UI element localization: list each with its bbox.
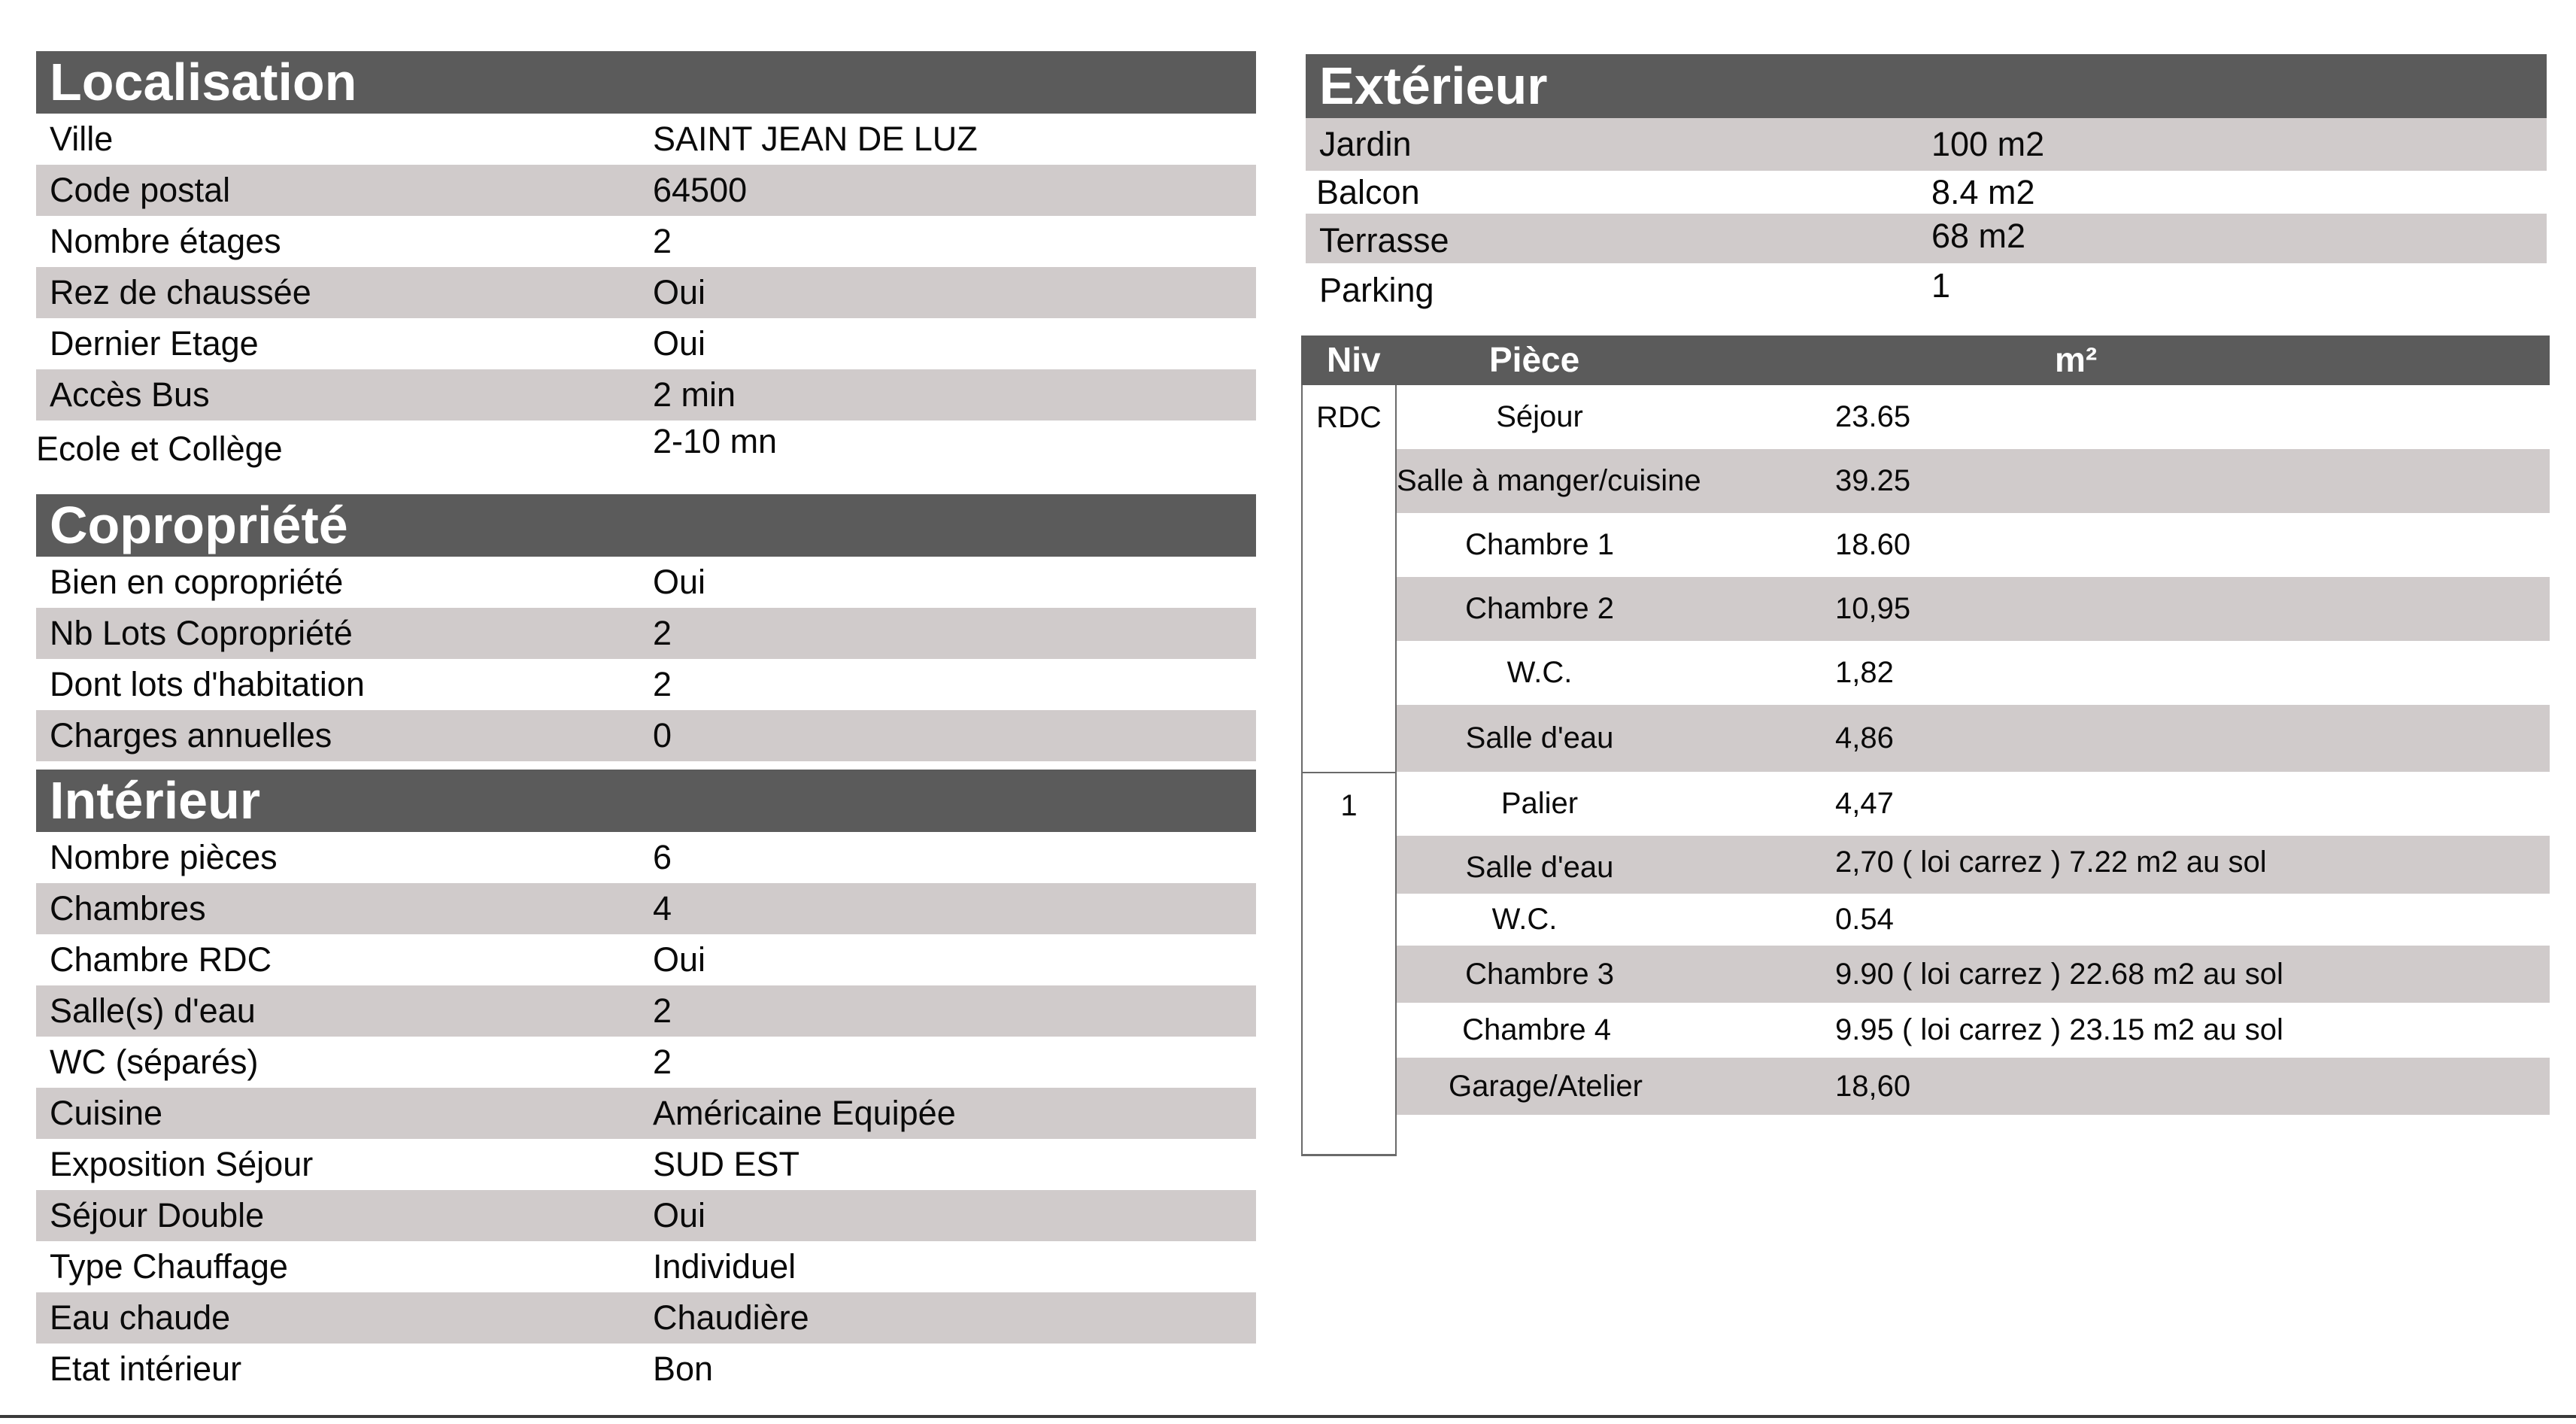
table-row [36, 1190, 1256, 1241]
row-label: Chambres [50, 889, 206, 928]
copropriete-table [36, 557, 1256, 761]
room-name: Chambre 3 [1465, 958, 1614, 991]
table-row [36, 267, 1256, 318]
row-value: SUD EST [653, 1145, 800, 1183]
row-label: Cuisine [50, 1094, 163, 1132]
table-row [36, 1139, 1256, 1190]
table-row [1306, 263, 2547, 313]
row-label: Ecole et Collège [36, 430, 283, 468]
row-label: Bien en copropriété [50, 563, 344, 601]
room-name: Chambre 1 [1465, 528, 1614, 561]
row-value: Individuel [653, 1247, 796, 1286]
row-value: 2 min [653, 375, 736, 414]
row-value: Américaine Equipée [653, 1094, 956, 1132]
column-header-piece: Pièce [1489, 340, 1580, 379]
column-header-niv: Niv [1327, 340, 1381, 379]
row-label: Charges annuelles [50, 716, 332, 755]
row-value: 8.4 m2 [1931, 173, 2035, 211]
localisation-table [36, 114, 1256, 478]
row-value: 2 [653, 991, 672, 1030]
row-label: WC (séparés) [50, 1043, 259, 1081]
exterieur-panel [1306, 54, 2547, 313]
room-name: Garage/Atelier [1449, 1070, 1643, 1103]
row-label: Nb Lots Copropriété [50, 614, 353, 652]
room-area: 9.95 ( loi carrez ) 23.15 m2 au sol [1835, 1013, 2283, 1046]
row-label: Type Chauffage [50, 1247, 288, 1286]
table-row [36, 832, 1256, 883]
room-area: 0.54 [1835, 903, 1894, 936]
row-value: Oui [653, 324, 706, 363]
table-row [36, 165, 1256, 216]
row-label: Salle(s) d'eau [50, 991, 256, 1030]
level-cell-1 [1303, 772, 1395, 1156]
row-value: 2 [653, 614, 672, 652]
table-row [1397, 772, 2550, 836]
table-row [1397, 577, 2550, 641]
room-area: 18.60 [1835, 528, 1911, 561]
row-label: Code postal [50, 171, 231, 209]
rooms-table [1301, 336, 2550, 1115]
row-label: Parking [1319, 271, 1434, 309]
table-row [1397, 385, 2550, 449]
room-area: 1,82 [1835, 656, 1894, 689]
table-row [36, 421, 1256, 478]
room-name: Salle d'eau [1465, 851, 1614, 884]
row-value: 2 [653, 1043, 672, 1081]
row-value: Oui [653, 563, 706, 601]
row-value: 64500 [653, 171, 748, 209]
table-row [1397, 449, 2550, 513]
table-row [36, 369, 1256, 421]
table-row [1397, 641, 2550, 705]
level-cell-rdc [1303, 385, 1395, 772]
room-name: W.C. [1491, 903, 1558, 936]
row-value: 2 [653, 665, 672, 703]
row-label: Terrasse [1319, 221, 1449, 260]
room-area: 4,86 [1835, 721, 1894, 755]
room-name: Palier [1500, 787, 1579, 820]
table-row [1397, 946, 2550, 1003]
room-area: 10,95 [1835, 592, 1911, 625]
table-row [36, 1292, 1256, 1344]
interieur-table [36, 832, 1256, 1395]
room-area: 39.25 [1835, 464, 1911, 497]
table-row [36, 1344, 1256, 1395]
row-value: Bon [653, 1350, 714, 1388]
table-row [1397, 836, 2550, 894]
row-value: 4 [653, 889, 672, 928]
table-row [1397, 705, 2550, 772]
table-row [36, 934, 1256, 985]
row-value: Oui [653, 273, 706, 311]
rooms-table-body [1301, 385, 2550, 1115]
row-value: Oui [653, 1196, 706, 1234]
bottom-divider [0, 1415, 2576, 1418]
row-value: 6 [653, 838, 672, 876]
table-row [36, 1241, 1256, 1292]
table-row [1397, 513, 2550, 577]
row-label: Eau chaude [50, 1298, 231, 1337]
row-label: Ville [50, 120, 114, 158]
room-name: Chambre 2 [1465, 592, 1614, 625]
table-row [1397, 1003, 2550, 1058]
row-label: Nombre pièces [50, 838, 278, 876]
table-row [36, 1037, 1256, 1088]
table-row [36, 883, 1256, 934]
table-row [36, 1088, 1256, 1139]
row-label: Jardin [1319, 125, 1412, 163]
row-value: Chaudière [653, 1298, 809, 1337]
table-row [36, 710, 1256, 761]
room-area: 2,70 ( loi carrez ) 7.22 m2 au sol [1835, 846, 2267, 879]
room-name: Salle à manger/cuisine [1397, 464, 1701, 497]
table-row [36, 985, 1256, 1037]
section-title-localisation: Localisation [36, 51, 1256, 114]
room-name: Séjour [1496, 400, 1583, 433]
row-label: Accès Bus [50, 375, 210, 414]
table-row [36, 557, 1256, 608]
row-value: 100 m2 [1931, 125, 2045, 163]
row-value: 2-10 mn [653, 422, 778, 460]
row-value: SAINT JEAN DE LUZ [653, 120, 978, 158]
column-header-area: m² [2055, 340, 2098, 379]
table-row [1306, 214, 2547, 263]
room-area: 4,47 [1835, 787, 1894, 820]
room-name: W.C. [1506, 656, 1573, 689]
row-label: Etat intérieur [50, 1350, 242, 1388]
table-row [36, 659, 1256, 710]
room-name: Chambre 4 [1462, 1013, 1611, 1046]
section-title-exterieur: Extérieur [1306, 54, 2547, 118]
table-row [1306, 118, 2547, 171]
row-label: Exposition Séjour [50, 1145, 314, 1183]
level-column [1301, 385, 1397, 1156]
table-row [1397, 894, 2550, 946]
level-label: 1 [1340, 789, 1358, 822]
table-row [36, 318, 1256, 369]
table-row [36, 216, 1256, 267]
rooms-table-header [1301, 336, 2550, 385]
row-label: Dont lots d'habitation [50, 665, 365, 703]
room-area: 18,60 [1835, 1070, 1911, 1103]
room-name: Salle d'eau [1465, 721, 1614, 755]
row-value: 2 [653, 222, 672, 260]
row-value: 0 [653, 716, 672, 755]
section-title-interieur: Intérieur [36, 770, 1256, 832]
row-value: 1 [1931, 266, 1951, 305]
row-label: Séjour Double [50, 1196, 265, 1234]
level-label: RDC [1316, 401, 1382, 434]
left-panel [36, 51, 1256, 1395]
table-row [36, 114, 1256, 165]
room-area: 23.65 [1835, 400, 1911, 433]
row-label: Chambre RDC [50, 940, 272, 979]
room-area: 9.90 ( loi carrez ) 22.68 m2 au sol [1835, 958, 2283, 991]
row-label: Balcon [1316, 173, 1420, 211]
row-label: Nombre étages [50, 222, 281, 260]
row-label: Dernier Etage [50, 324, 259, 363]
table-row [1306, 171, 2547, 214]
table-row [36, 608, 1256, 659]
table-row [1397, 1058, 2550, 1115]
row-value: Oui [653, 940, 706, 979]
section-title-copropriete: Copropriété [36, 494, 1256, 557]
row-label: Rez de chaussée [50, 273, 311, 311]
row-value: 68 m2 [1931, 217, 2026, 255]
